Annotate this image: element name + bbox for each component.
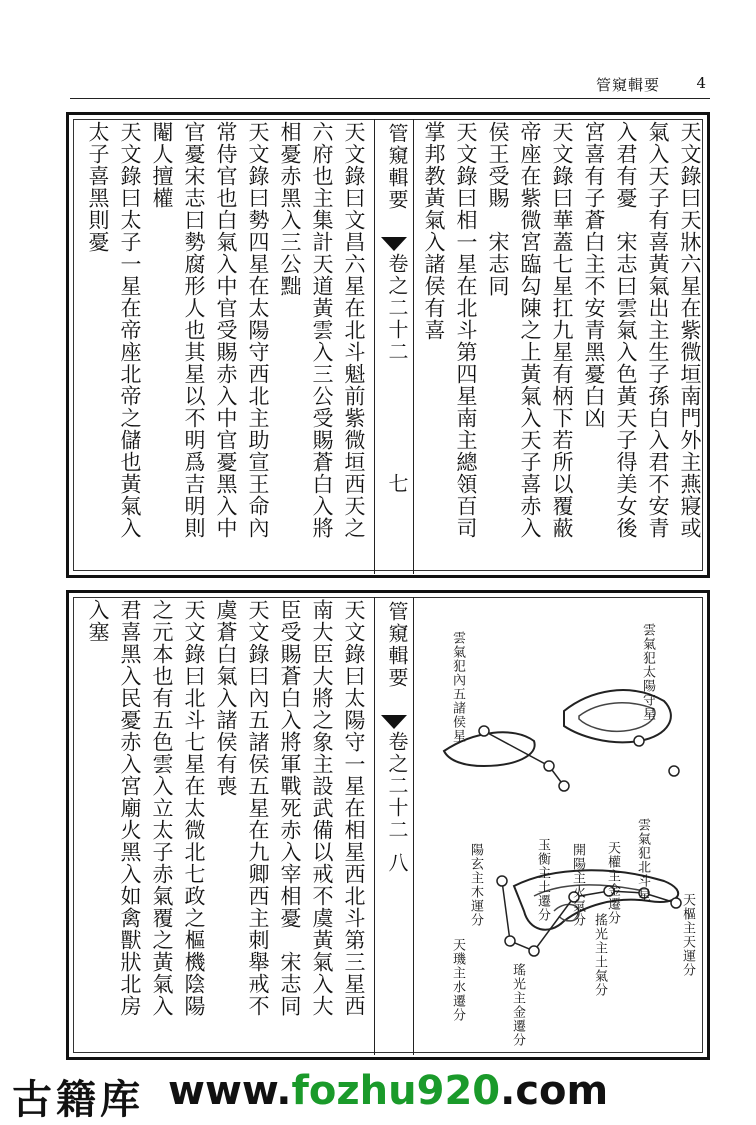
text-column: 侯王受賜 宋志同 bbox=[486, 121, 510, 297]
text-column: 帝座在紫微宮臨勾陳之上黃氣入天子喜赤入 bbox=[518, 121, 542, 539]
diagram-label: 開陽主火氣分 bbox=[570, 843, 585, 927]
watermark-url-prefix: www. bbox=[168, 1068, 292, 1114]
fold-center-strip bbox=[374, 597, 414, 1055]
star-point bbox=[559, 781, 569, 791]
text-column: 天文錄曰北斗七星在太微北七政之樞機陰陽 bbox=[182, 599, 206, 1017]
diagram-label: 雲氣犯內五諸侯星 bbox=[450, 631, 465, 743]
text-column: 入塞 bbox=[86, 599, 110, 643]
text-column: 天文錄曰太子一星在帝座北帝之儲也黃氣入 bbox=[118, 121, 142, 539]
star-point bbox=[544, 761, 554, 771]
diagram-label: 雲氣犯北斗星 bbox=[635, 818, 650, 902]
bottom-page-panel bbox=[66, 590, 710, 1060]
star-point bbox=[505, 936, 515, 946]
text-column: 入君有憂 宋志曰雲氣入色黃天子得美女後 bbox=[614, 121, 638, 539]
strip-volume: 卷之二十二 bbox=[385, 731, 409, 841]
site-watermark bbox=[0, 1062, 756, 1122]
text-column: 天文錄曰內五諸侯五星在九卿西主刺舉戒不 bbox=[246, 599, 270, 1017]
diagram-label: 雲氣犯太陽守星 bbox=[640, 623, 655, 721]
text-column: 常侍官也白氣入中官受賜赤入中官憂黑入中 bbox=[214, 121, 238, 539]
text-column: 官憂宋志曰勢腐形人也其星以不明爲吉明則 bbox=[182, 121, 206, 539]
strip-book-title: 管窺輯要 bbox=[385, 601, 409, 689]
text-column: 南大臣大將之象主設武備以戒不虞黃氣入大 bbox=[310, 599, 334, 1017]
text-column: 六府也主集計天道黃雲入三公受賜蒼白入將 bbox=[310, 121, 334, 539]
star-point bbox=[497, 876, 507, 886]
text-column: 氣入天子有喜黃氣出主生子孫白入君不安青 bbox=[646, 121, 670, 539]
text-column: 天文錄曰天牀六星在紫微垣南門外主燕寢或 bbox=[678, 121, 702, 539]
page-number: 4 bbox=[696, 74, 706, 92]
text-column: 掌邦教黃氣入諸侯有喜 bbox=[422, 121, 446, 341]
star-point bbox=[634, 736, 644, 746]
watermark-url-suffix: .com bbox=[500, 1068, 609, 1114]
fold-center-strip bbox=[374, 119, 414, 574]
text-column: 天文錄曰勢四星在太陽守西北主助宣王命內 bbox=[246, 121, 270, 539]
fish-tail-mark bbox=[381, 237, 407, 251]
text-column: 宮喜有子蒼白主不安青黑憂白凶 bbox=[582, 121, 606, 429]
strip-folio: 八 bbox=[385, 852, 409, 874]
star-point bbox=[529, 946, 539, 956]
strip-folio: 七 bbox=[385, 473, 409, 495]
running-header bbox=[70, 70, 710, 99]
diagram-label: 搖光主土氣分 bbox=[592, 913, 607, 997]
text-column: 太子喜黑則憂 bbox=[86, 121, 110, 253]
text-column: 天文錄曰太陽守一星在相星西北斗第三星西 bbox=[342, 599, 366, 1017]
watermark-url-domain: fozhu920 bbox=[291, 1068, 501, 1114]
text-column: 之元本也有五色雲入立太子赤氣覆之黃氣入 bbox=[150, 599, 174, 1017]
diagram-label: 天樞主天運分 bbox=[680, 893, 695, 977]
text-column: 天文錄曰文昌六星在北斗魁前紫微垣西天之 bbox=[342, 121, 366, 539]
fish-tail-mark bbox=[381, 715, 407, 729]
watermark-url bbox=[168, 1068, 608, 1114]
star-point bbox=[669, 766, 679, 776]
text-column: 閹人擅權 bbox=[150, 121, 174, 209]
text-column: 天文錄曰相一星在北斗第四星南主總領百司 bbox=[454, 121, 478, 539]
star-point bbox=[479, 726, 489, 736]
text-column: 君喜黑入民憂赤入宮廟火黑入如禽獸狀北房 bbox=[118, 599, 142, 1017]
diagram-label: 玉衡主土遷分 bbox=[535, 838, 550, 922]
diagram-label: 瑤光主金遷分 bbox=[510, 963, 525, 1047]
diagram-label: 陽玄主木運分 bbox=[468, 843, 483, 927]
watermark-site-name: 古籍库 bbox=[12, 1077, 144, 1123]
text-column: 虞蒼白氣入諸侯有喪 bbox=[214, 599, 238, 797]
text-column: 相憂赤黑入三公黜 bbox=[278, 121, 302, 297]
text-column: 臣受賜蒼白入將軍戰死赤入宰相憂 宋志同 bbox=[278, 599, 302, 1017]
text-column: 天文錄曰華蓋七星扛九星有柄下若所以覆蔽 bbox=[550, 121, 574, 539]
diagram-label: 天璣主水遷分 bbox=[450, 938, 465, 1022]
top-page-panel bbox=[66, 112, 710, 578]
strip-volume: 卷之二十二 bbox=[385, 253, 409, 363]
book-title: 管窺輯要 bbox=[595, 76, 660, 94]
strip-book-title: 管窺輯要 bbox=[385, 123, 409, 211]
diagram-label: 天權主金遷分 bbox=[605, 841, 620, 925]
